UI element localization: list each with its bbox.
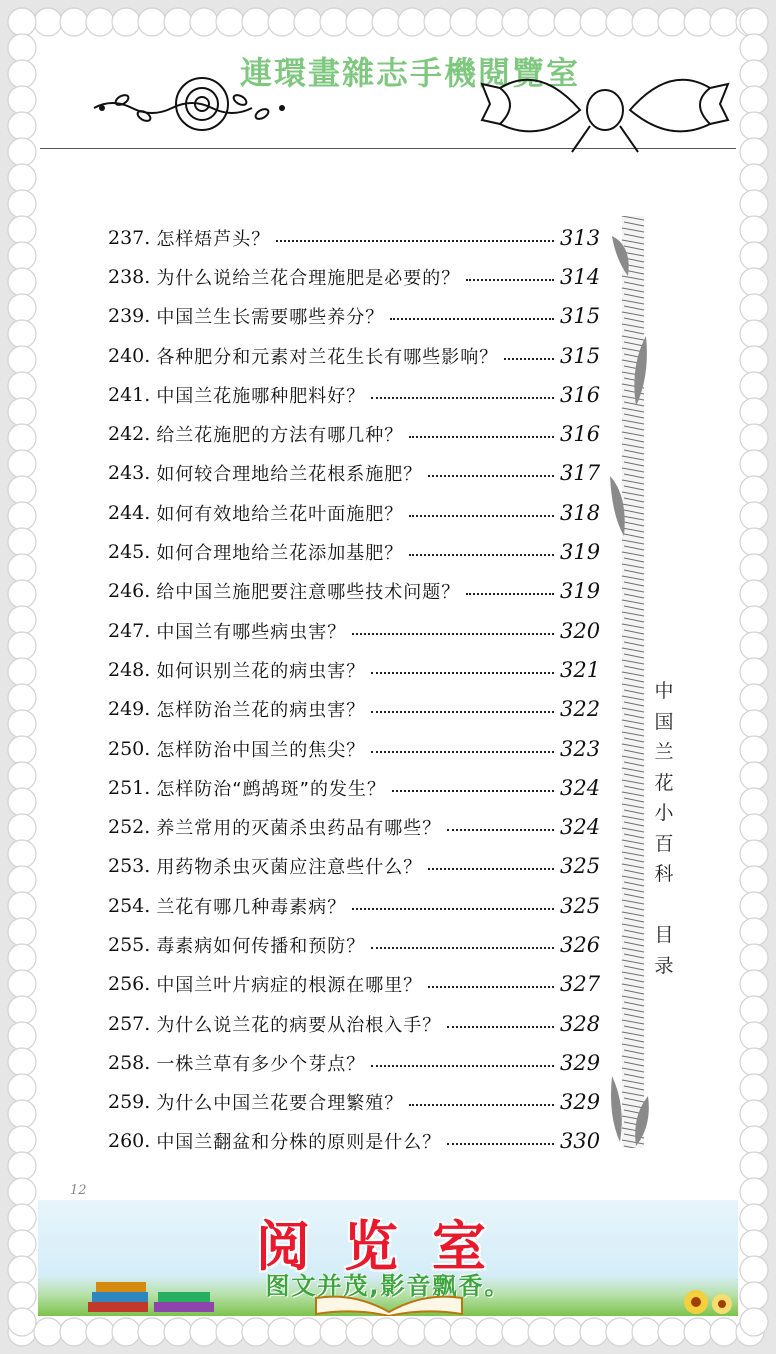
toc-leader-dots: [371, 1065, 554, 1067]
toc-entry-page: 315: [560, 343, 601, 368]
toc-leader-dots: [466, 593, 554, 595]
toc-entry-number: 241.: [108, 383, 151, 406]
toc-leader-dots: [276, 240, 554, 242]
book-title-vertical: [652, 676, 676, 981]
toc-entry: [108, 1083, 601, 1122]
toc-entry: [108, 375, 601, 414]
magazine-title: 連環畫雜志手機閱覽室: [239, 54, 580, 92]
toc-entry-page: 329: [560, 1090, 601, 1115]
toc-entry-title: 如何有效地给兰花叶面施肥？: [156, 503, 404, 525]
toc-entry-page: 314: [560, 264, 601, 289]
banner-title: 阅览室: [256, 1215, 520, 1278]
toc-entry-number: 248.: [108, 658, 151, 681]
toc-entry-page: 330: [560, 1129, 601, 1154]
toc-entry-page: 319: [560, 540, 601, 565]
toc-entry-title: 为什么说兰花的病要从治根入手？: [156, 1014, 442, 1036]
toc-entry-title: 怎样防治兰花的病虫害？: [156, 700, 366, 722]
toc-leader-dots: [447, 1143, 554, 1145]
toc-leader-dots: [504, 358, 554, 360]
toc-entry-title: 兰花有哪几种毒素病？: [156, 896, 347, 918]
toc-entry-page: 325: [560, 854, 601, 879]
toc-entry-number: 242.: [108, 423, 151, 446]
toc-entry-title: 中国兰翻盆和分株的原则是什么？: [156, 1132, 442, 1154]
toc-entry-page: 327: [560, 972, 601, 997]
toc-entry-title: 各种肥分和元素对兰花生长有哪些影响？: [156, 346, 499, 368]
toc-leader-dots: [409, 515, 554, 517]
toc-entry: [108, 768, 601, 807]
toc-entry-page: 318: [560, 500, 601, 525]
toc-entry-number: 239.: [108, 305, 151, 328]
toc-entry: [108, 454, 601, 493]
toc-entry-page: 316: [560, 422, 601, 447]
toc-entry-title: 用药物杀虫灭菌应注意些什么？: [156, 857, 423, 879]
toc-entry: [108, 297, 601, 336]
toc-leader-dots: [428, 868, 554, 870]
toc-entry-title: 毒素病如何传播和预防？: [156, 935, 366, 957]
banner-slogan: 图文并茂,影音飘香。: [265, 1272, 511, 1300]
table-of-contents: [108, 218, 601, 1161]
toc-entry-number: 245.: [108, 541, 151, 564]
toc-entry: [108, 414, 601, 453]
toc-entry: [108, 925, 601, 964]
toc-leader-dots: [392, 790, 554, 792]
toc-leader-dots: [409, 554, 554, 556]
toc-entry: [108, 847, 601, 886]
toc-entry-number: 237.: [108, 226, 151, 249]
toc-entry-title: 怎样防治“鹧鸪斑”的发生？: [156, 778, 386, 800]
toc-entry-number: 238.: [108, 265, 151, 288]
toc-entry-number: 257.: [108, 1012, 151, 1035]
toc-entry-number: 243.: [108, 462, 151, 485]
toc-entry-page: 313: [560, 225, 601, 250]
toc-entry-number: 247.: [108, 619, 151, 642]
book-title-text: 中 国 兰 花 小 百 科: [654, 680, 674, 885]
toc-entry-title: 给兰花施肥的方法有哪几种？: [156, 425, 404, 447]
toc-entry: [108, 532, 601, 571]
toc-entry-number: 259.: [108, 1091, 151, 1114]
toc-leader-dots: [447, 1026, 554, 1028]
page-number: 12: [70, 1183, 87, 1198]
toc-entry-page: 324: [560, 815, 601, 840]
toc-entry-title: 为什么中国兰花要合理繁殖？: [156, 1093, 404, 1115]
toc-entry: [108, 1043, 601, 1082]
toc-entry-title: 一株兰草有多少个芽点？: [156, 1053, 366, 1075]
toc-leader-dots: [409, 436, 554, 438]
toc-entry: [108, 1122, 601, 1161]
toc-entry-title: 为什么说给兰花合理施肥是必要的？: [156, 267, 461, 289]
open-book-icon: [314, 1286, 464, 1316]
toc-entry-number: 251.: [108, 776, 151, 799]
toc-entry-number: 240.: [108, 344, 151, 367]
toc-leader-dots: [371, 397, 554, 399]
magazine-header: [40, 40, 736, 149]
sunflower-icon: [678, 1284, 734, 1316]
toc-entry: [108, 336, 601, 375]
toc-entry-page: 322: [560, 697, 601, 722]
toc-entry-page: 315: [560, 304, 601, 329]
toc-entry-title: 如何合理地给兰花添加基肥？: [156, 543, 404, 565]
toc-entry-title: 怎样焐芦头？: [156, 228, 271, 250]
toc-leader-dots: [466, 279, 554, 281]
toc-entry-title: 中国兰有哪些病虫害？: [156, 621, 347, 643]
toc-entry: [108, 886, 601, 925]
toc-entry: [108, 1004, 601, 1043]
toc-leader-dots: [409, 1104, 554, 1106]
toc-entry-title: 中国兰叶片病症的根源在哪里？: [156, 975, 423, 997]
toc-entry-number: 244.: [108, 501, 151, 524]
toc-leader-dots: [371, 672, 554, 674]
toc-entry: [108, 807, 601, 846]
toc-entry-number: 249.: [108, 698, 151, 721]
book-stack-icon: [88, 1280, 218, 1314]
toc-leader-dots: [371, 751, 554, 753]
ribbon-bow-icon: [480, 64, 730, 154]
toc-entry-page: 324: [560, 775, 601, 800]
toc-leader-dots: [352, 908, 554, 910]
toc-entry-title: 如何较合理地给兰花根系施肥？: [156, 464, 423, 486]
toc-entry: [108, 257, 601, 296]
toc-entry-page: 316: [560, 382, 601, 407]
toc-entry-page: 326: [560, 932, 601, 957]
toc-leader-dots: [352, 633, 554, 635]
toc-entry-page: 325: [560, 893, 601, 918]
toc-leader-dots: [371, 711, 554, 713]
toc-entry-page: 329: [560, 1050, 601, 1075]
toc-leader-dots: [428, 475, 554, 477]
toc-entry: [108, 611, 601, 650]
toc-entry-number: 260.: [108, 1130, 151, 1153]
toc-entry: [108, 650, 601, 689]
toc-entry-title: 中国兰生长需要哪些养分？: [156, 307, 385, 329]
toc-entry-number: 258.: [108, 1051, 151, 1074]
toc-entry: [108, 729, 601, 768]
toc-entry: [108, 965, 601, 1004]
toc-entry-number: 254.: [108, 894, 151, 917]
section-label: 目 录: [654, 924, 674, 977]
toc-entry: [108, 572, 601, 611]
toc-entry-page: 328: [560, 1011, 601, 1036]
toc-entry-title: 如何识别兰花的病虫害？: [156, 660, 366, 682]
toc-entry: [108, 218, 601, 257]
toc-entry-page: 317: [560, 461, 601, 486]
toc-entry-number: 256.: [108, 973, 151, 996]
toc-entry-page: 321: [560, 657, 601, 682]
toc-entry: [108, 493, 601, 532]
toc-leader-dots: [447, 829, 554, 831]
toc-entry-page: 323: [560, 736, 601, 761]
toc-entry-title: 中国兰花施哪种肥料好？: [156, 385, 366, 407]
reading-room-banner: [38, 1200, 738, 1316]
toc-entry-page: 320: [560, 618, 601, 643]
toc-entry-number: 252.: [108, 816, 151, 839]
toc-entry-number: 253.: [108, 855, 151, 878]
toc-entry-number: 250.: [108, 737, 151, 760]
toc-entry-number: 255.: [108, 933, 151, 956]
toc-entry-title: 养兰常用的灭菌杀虫药品有哪些？: [156, 818, 442, 840]
toc-entry-number: 246.: [108, 580, 151, 603]
toc-leader-dots: [428, 986, 554, 988]
toc-entry-title: 给中国兰施肥要注意哪些技术问题？: [156, 582, 461, 604]
toc-entry: [108, 690, 601, 729]
toc-leader-dots: [390, 318, 554, 320]
toc-leader-dots: [371, 947, 554, 949]
toc-entry-title: 怎样防治中国兰的焦尖？: [156, 739, 366, 761]
toc-entry-page: 319: [560, 579, 601, 604]
